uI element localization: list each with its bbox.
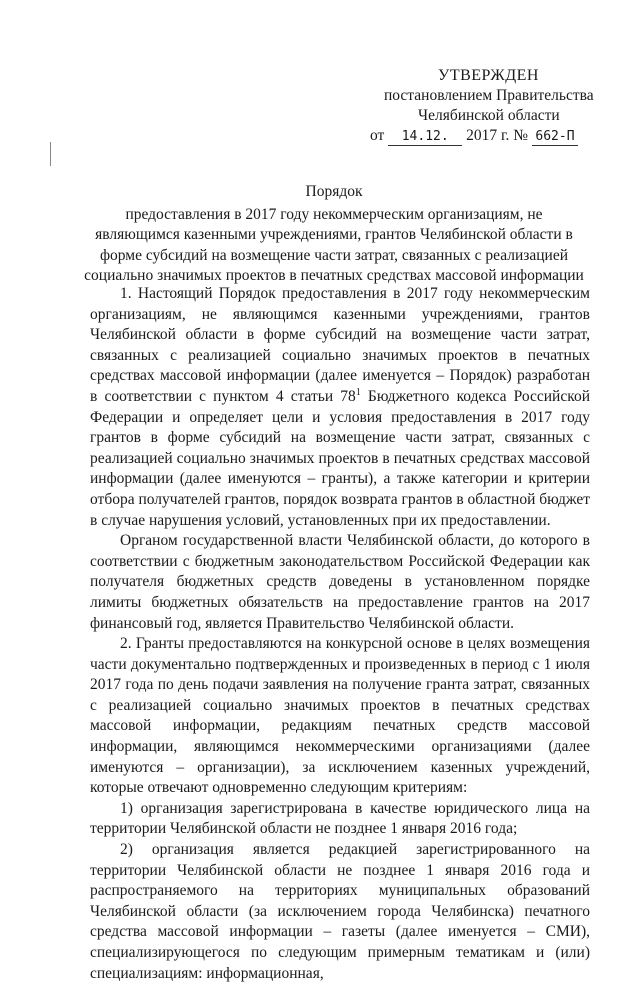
approval-authority: постановлением Правительства: [384, 87, 594, 104]
approval-date-line: [370, 126, 606, 146]
title-word: Порядок: [305, 183, 363, 200]
approval-date: 14.12.: [388, 129, 462, 146]
paragraph-5: 2) организация является редакцией зарегистрированного на территории Челябинской области не позднее 1 января 2016 года и распространяемого на территориях муниципальных образований Челябинской области (за исключением города Челябинска) печатного средства массовой информации – газеты (далее именуется – СМИ), специализирующегося по следующим примерным тематикам и (или) специализациям: информационная,: [90, 841, 590, 982]
paragraph-1: [90, 284, 590, 531]
paragraph-2: Органом государственной власти Челябинской области, до которого в соответствии с бюджетным законодательством Российской Федерации как получателя бюджетных средств доведены в установленном порядке лимиты бюджетных обязательств на предоставление грантов на 2017 финансовый год, является Правительство Челябинской области.: [90, 532, 590, 632]
paragraph-3: 2. Гранты предоставляются на конкурсной основе в целях возмещения части документально подтвержденных и произведенных в период с 1 июля 2017 года по день подачи заявления на получение гранта затрат, связанных с реализацией социально значимых проектов в печатных средствах массовой информации, редакциям печатных средств массовой информации, являющимся некоммерческими организациями (далее именуются – организации), за исключением казенных учреждений, которые отвечают одновременно следующим критериям:: [90, 635, 590, 797]
document-title: [84, 182, 584, 287]
document-body: [90, 284, 590, 984]
paragraph-1-end: Бюджетного кодекса Российской Федерации и определяет цели и условия предоставления в 2017 году грантов в форме субсидий на возмещение части затрат, связанных с реализацией социально значимых проектов в печатных средствах массовой информации (далее именуются – гранты), а также категории и критерии отбора получателей грантов, порядок возврата грантов в областной бюджет в случае нарушения условий, установленных при их предоставлении.: [90, 387, 590, 529]
approval-year: 2017 г. №: [466, 127, 529, 144]
approval-region: Челябинской области: [418, 107, 560, 124]
approval-stamp: [370, 66, 606, 146]
approval-heading: УТВЕРЖДЕН: [438, 67, 539, 84]
paragraph-1-start: 1. Настоящий Порядок предоставления в 2017 году некоммерческим организациям, не являющимся казенными учреждениями, грантов Челябинской области в форме субсидий на возмещение части затрат, связанных с реализацией социально значимых проектов в печатных средствах массовой информации (далее именуется – Порядок) разработан в соответствии с пунктом 4 статьи 78: [90, 285, 590, 405]
approval-number: 662-П: [532, 129, 578, 146]
margin-mark: [50, 142, 51, 166]
title-text: предоставления в 2017 году некоммерческим организациям, не являющимся казенными учреждениями, грантов Челябинской области в форме субсидий на возмещение части затрат, связанных с реализацией социально значимых проектов в печатных средствах массовой информации: [84, 205, 584, 284]
paragraph-4: 1) организация зарегистрирована в качестве юридического лица на территории Челябинской области не позднее 1 января 2016 года;: [90, 799, 590, 838]
approval-from-label: от: [370, 127, 385, 144]
superscript: 1: [355, 386, 361, 398]
